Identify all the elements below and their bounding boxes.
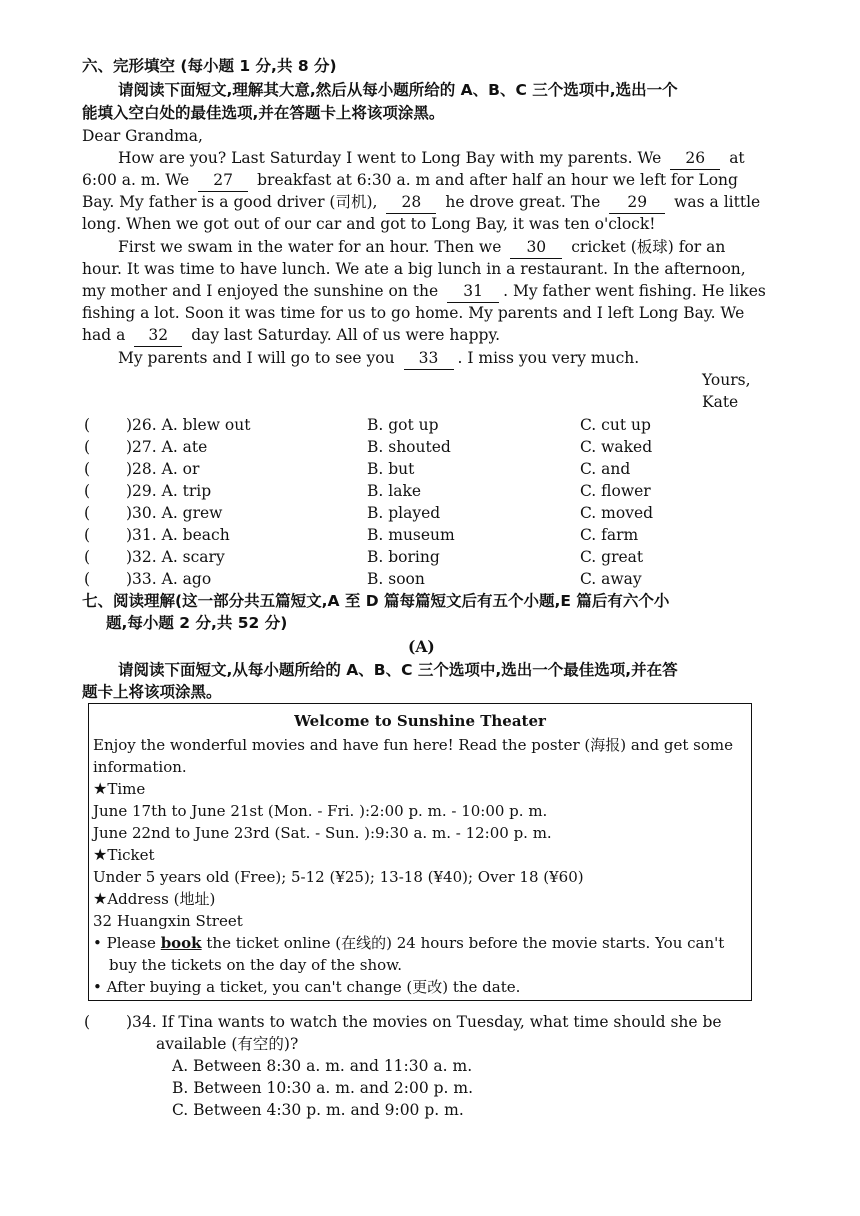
passage-text: My parents and I will go to see you: [118, 349, 395, 367]
passage-text: cricket (板球) for an: [571, 238, 726, 256]
blank-32: 32: [134, 324, 182, 347]
section6-instruction-1: 请阅读下面短文,理解其大意,然后从每小题所给的 A、B、C 三个选项中,选出一个: [118, 81, 678, 99]
poster-note-1-cont: buy the tickets on the day of the show.: [109, 956, 403, 974]
section6-instruction-2: 能填入空白处的最佳选项,并在答题卡上将该项涂黑。: [82, 104, 445, 122]
passage-text: . I miss you very much.: [457, 349, 640, 367]
passage-text: . My father went fishing. He likes: [503, 282, 766, 300]
letter-closing: Yours,: [702, 371, 751, 389]
passage-text: How are you? Last Saturday I went to Long Bay with my parents. We: [118, 149, 662, 167]
question-option-b: B. boring: [367, 548, 440, 566]
blank-28: 28: [386, 191, 436, 214]
question-option-a: )32. A. scary: [126, 548, 225, 566]
answer-paren: (: [84, 548, 91, 566]
letter-signature: Kate: [702, 393, 739, 411]
question-option-a: )26. A. blew out: [126, 416, 251, 434]
note-keyword: book: [160, 934, 202, 952]
blank-31: 31: [447, 280, 499, 303]
question-option-b: B. museum: [367, 526, 455, 544]
passage-line: hour. It was time to have lunch. We ate a big lunch in a restaurant. In the afternoon,: [82, 260, 746, 278]
passage-line: [82, 280, 766, 303]
passage-text: Bay. My father is a good driver (司机),: [82, 193, 378, 211]
poster-time-label: Time: [107, 780, 146, 798]
letter-salutation: Dear Grandma,: [82, 127, 203, 145]
passage-text: 6:00 a. m. We: [82, 171, 190, 189]
answer-paren: (: [84, 460, 91, 478]
q34-option-a: A. Between 8:30 a. m. and 11:30 a. m.: [172, 1057, 473, 1075]
poster-address-label: Address (地址): [107, 890, 216, 908]
question-option-a: )27. A. ate: [126, 438, 208, 456]
blank-29: 29: [609, 191, 665, 214]
poster-ticket-label: Ticket: [107, 846, 155, 864]
poster-ticket-heading: [93, 844, 155, 866]
blank-26: 26: [670, 147, 720, 170]
star-icon: ★: [93, 779, 108, 798]
note-text: • Please: [93, 934, 156, 952]
poster-title: Welcome to Sunshine Theater: [294, 712, 546, 730]
answer-paren: (: [84, 416, 91, 434]
answer-paren: (: [84, 504, 91, 522]
question-option-b: B. shouted: [367, 438, 451, 456]
question-option-a: )33. A. ago: [126, 570, 212, 588]
answer-paren: (: [84, 570, 91, 588]
passage-line: [118, 236, 725, 259]
q34-stem-1: )34. If Tina wants to watch the movies on Tuesday, what time should she be: [126, 1013, 722, 1031]
passage-text: was a little: [674, 193, 761, 211]
passage-text: day last Saturday. All of us were happy.: [191, 326, 501, 344]
passage-text: my mother and I enjoyed the sunshine on the: [82, 282, 439, 300]
blank-27: 27: [198, 169, 248, 192]
passage-line: [82, 324, 500, 347]
q34-option-c: C. Between 4:30 p. m. and 9:00 p. m.: [172, 1101, 464, 1119]
question-option-a: )29. A. trip: [126, 482, 212, 500]
section7-instruction-1: 请阅读下面短文,从每小题所给的 A、B、C 三个选项中,选出一个最佳选项,并在答: [118, 661, 678, 679]
poster-intro-1: Enjoy the wonderful movies and have fun here! Read the poster (海报) and get some: [93, 736, 733, 754]
question-option-b: B. played: [367, 504, 441, 522]
star-icon: ★: [93, 889, 108, 908]
section7-instruction-2: 题卡上将该项涂黑。: [82, 683, 222, 701]
section6-heading: 六、完形填空 (每小题 1 分,共 8 分): [82, 57, 337, 75]
note-text: the ticket online (在线的) 24 hours before the movie starts. You can't: [206, 934, 725, 952]
section7-heading-2: 题,每小题 2 分,共 52 分): [106, 614, 288, 632]
question-option-c: C. great: [580, 548, 644, 566]
question-option-c: C. and: [580, 460, 631, 478]
question-option-c: C. waked: [580, 438, 653, 456]
passage-text: at: [729, 149, 745, 167]
theater-poster: [88, 703, 752, 1001]
poster-address-heading: [93, 888, 215, 910]
poster-intro-2: information.: [93, 758, 187, 776]
question-option-c: C. flower: [580, 482, 651, 500]
question-option-a: )31. A. beach: [126, 526, 230, 544]
q34-option-b: B. Between 10:30 a. m. and 2:00 p. m.: [172, 1079, 474, 1097]
poster-time-weekend: June 22nd to June 23rd (Sat. - Sun. ):9:30 a. m. - 12:00 p. m.: [93, 824, 552, 842]
answer-paren: (: [84, 482, 91, 500]
star-icon: ★: [93, 845, 108, 864]
poster-time-heading: [93, 778, 145, 800]
question-option-c: C. cut up: [580, 416, 651, 434]
poster-ticket-prices: Under 5 years old (Free); 5-12 (¥25); 13-18 (¥40); Over 18 (¥60): [93, 868, 584, 886]
poster-time-weekday: June 17th to June 21st (Mon. - Fri. ):2:00 p. m. - 10:00 p. m.: [93, 802, 548, 820]
answer-paren: (: [84, 526, 91, 544]
question-option-a: )30. A. grew: [126, 504, 223, 522]
section7-heading-1: 七、阅读理解(这一部分共五篇短文,A 至 D 篇每篇短文后有五个小题,E 篇后有六个小: [82, 592, 670, 610]
question-option-b: B. got up: [367, 416, 439, 434]
answer-paren: (: [84, 1013, 91, 1031]
blank-30: 30: [510, 236, 562, 259]
poster-note-2: • After buying a ticket, you can't change (更改) the date.: [93, 978, 521, 996]
poster-address: 32 Huangxin Street: [93, 912, 243, 930]
part-label: (A): [408, 637, 435, 656]
question-option-c: C. away: [580, 570, 642, 588]
question-option-b: B. but: [367, 460, 415, 478]
answer-paren: (: [84, 438, 91, 456]
passage-text: he drove great. The: [445, 193, 601, 211]
question-option-c: C. farm: [580, 526, 639, 544]
passage-line: [118, 347, 639, 370]
q34-stem-2: available (有空的)?: [156, 1035, 299, 1053]
blank-33: 33: [404, 347, 454, 370]
passage-line: [82, 169, 738, 192]
question-option-b: B. soon: [367, 570, 425, 588]
passage-line: [118, 147, 745, 170]
passage-line: fishing a lot. Soon it was time for us to go home. My parents and I left Long Bay. We: [82, 304, 745, 322]
passage-line: long. When we got out of our car and got to Long Bay, it was ten o'clock!: [82, 215, 656, 233]
poster-note-1: [93, 932, 724, 954]
passage-text: breakfast at 6:30 a. m and after half an hour we left for Long: [257, 171, 738, 189]
passage-line: [82, 191, 760, 214]
question-option-a: )28. A. or: [126, 460, 200, 478]
passage-text: First we swam in the water for an hour. Then we: [118, 238, 502, 256]
passage-text: had a: [82, 326, 126, 344]
question-option-c: C. moved: [580, 504, 654, 522]
question-option-b: B. lake: [367, 482, 422, 500]
